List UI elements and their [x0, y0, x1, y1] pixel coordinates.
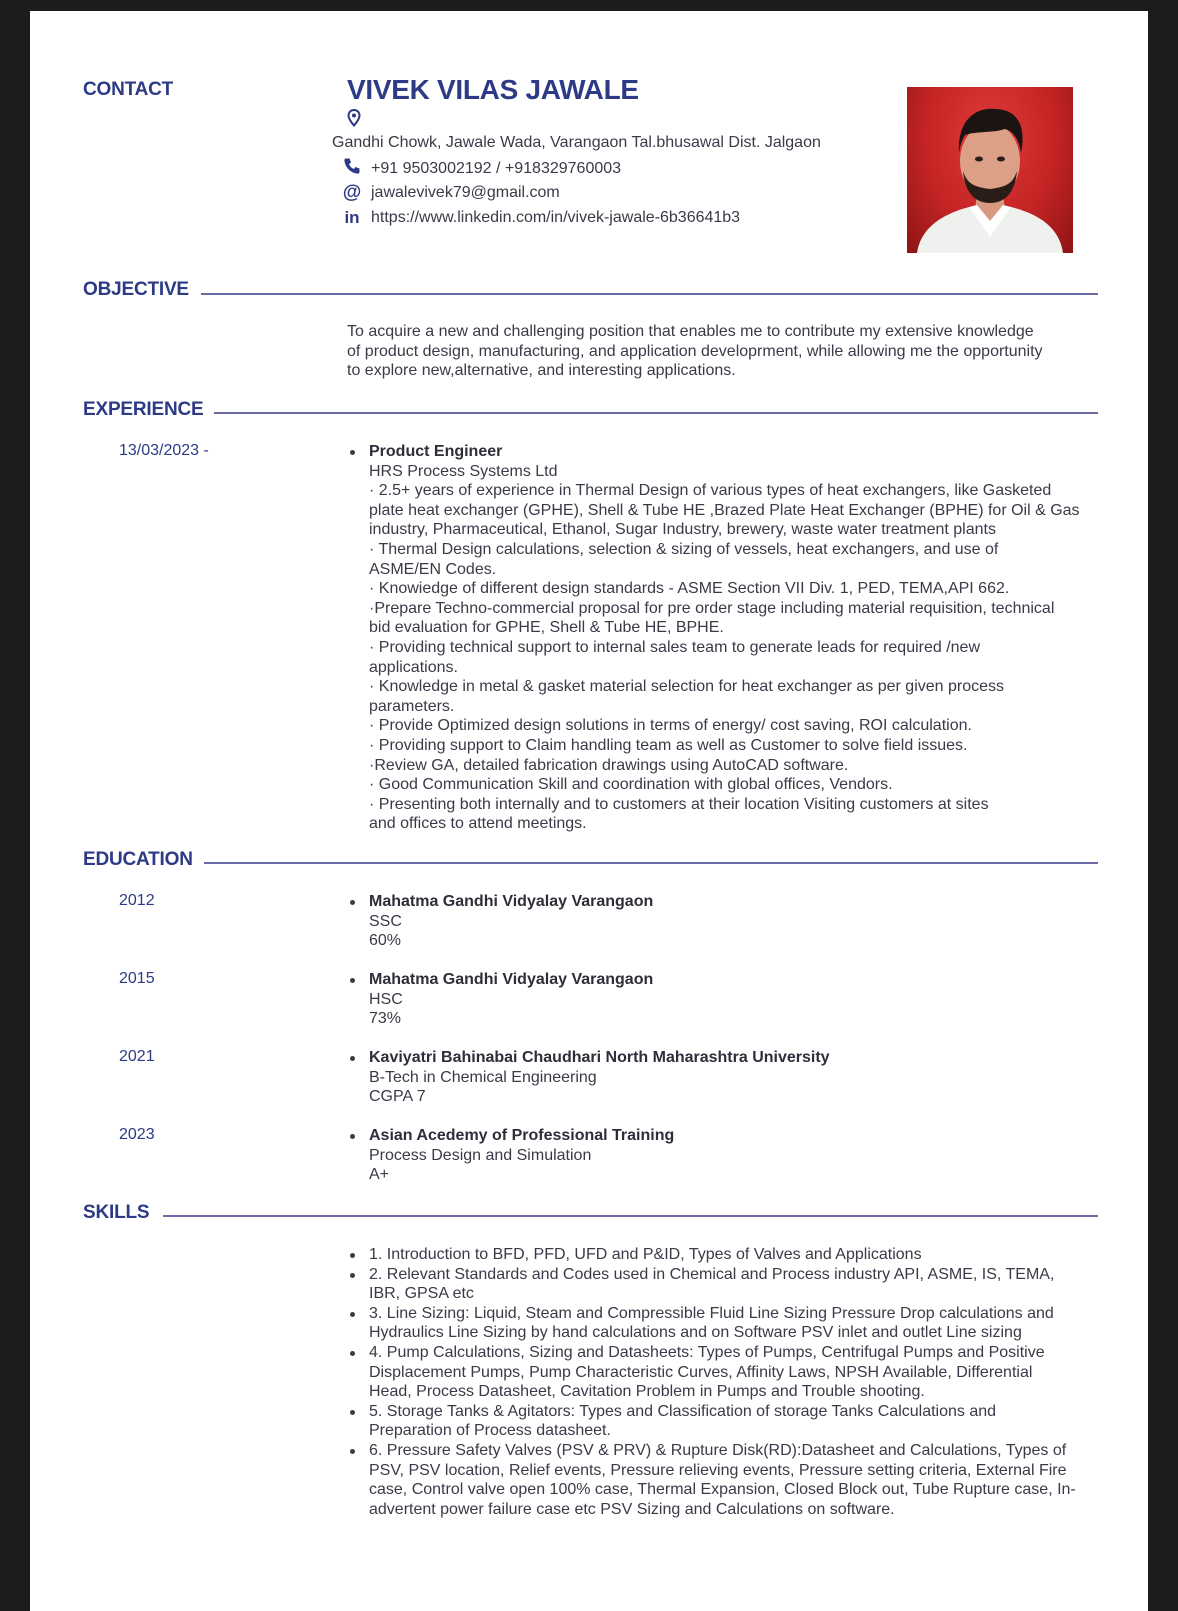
contact-heading: CONTACT — [83, 79, 174, 100]
education-year: 2021 — [119, 1048, 155, 1065]
location-pin-icon — [343, 109, 365, 132]
school-name: Kaviyatri Bahinabai Chaudhari North Maharashtra University — [369, 1049, 830, 1066]
linkedin-row — [341, 208, 740, 228]
skill-line: case, Control valve open 100% case, Thermal Expansion, Closed Block out, Tube Rupture case, In- — [369, 1481, 1076, 1499]
email-text[interactable]: jawalevivek79@gmail.com — [371, 184, 560, 202]
skill-line: 6. Pressure Safety Valves (PSV & PRV) & Rupture Disk(RD):Datasheet and Calculations, Types of — [369, 1441, 1067, 1459]
skill-line: advertent power failure case etc PSV Sizing and Calculations on software. — [369, 1500, 895, 1518]
skill-item — [347, 1265, 1087, 1304]
detail-line: bid evaluation for GPHE, Shell & Tube HE, BPHE. — [369, 619, 724, 637]
degree: B-Tech in Chemical Engineering — [369, 1068, 597, 1086]
degree: SSC — [369, 912, 402, 930]
experience-date: 13/03/2023 - — [119, 442, 209, 459]
objective-line: To acquire a new and challenging position that enables me to contribute my extensive knowledge — [347, 323, 1034, 340]
detail-line: · Knowiedge of different design standards - ASME Section VII Div. 1, PED, TEMA,API 662. — [369, 580, 1010, 598]
skills-list — [347, 1245, 1087, 1519]
detail-line: · Presenting both internally and to customers at their location Visiting customers at sites — [369, 795, 989, 813]
skills-divider — [163, 1215, 1098, 1217]
company-name: HRS Process Systems Ltd — [369, 462, 558, 480]
school-name: Mahatma Gandhi Vidyalay Varangaon — [369, 971, 654, 988]
experience-item — [347, 442, 1087, 834]
score: CGPA 7 — [369, 1088, 426, 1106]
skill-line: PSV, PSV location, Relief events, Pressure relieving events, Pressure setting criteria, External Fire — [369, 1461, 1067, 1479]
profile-photo — [907, 87, 1073, 253]
skill-line: Hydraulics Line Sizing by hand calculations and on Software PSV inlet and outlet Line sizing — [369, 1324, 1022, 1342]
detail-line: ·Review GA, detailed fabrication drawings using AutoCAD software. — [369, 756, 849, 774]
candidate-name: VIVEK VILAS JAWALE — [347, 74, 639, 105]
skill-line: Head, Process Datasheet, Cavitation Problem in Pumps and Trouble shooting. — [369, 1383, 925, 1401]
skill-line: 5. Storage Tanks & Agitators: Types and Classification of storage Tanks Calculations and — [369, 1402, 997, 1420]
skill-item — [347, 1441, 1087, 1519]
skill-line: Displacement Pumps, Pump Characteristic Curves, Affinity Laws, NPSH Available, Differential — [369, 1363, 1033, 1381]
skills-heading: SKILLS — [83, 1202, 150, 1223]
detail-line: · Provide Optimized design solutions in terms of energy/ cost saving, ROI calculation. — [369, 717, 972, 735]
detail-line: ASME/EN Codes. — [369, 560, 497, 578]
email-at-icon: @ — [342, 182, 362, 203]
education-item — [347, 1048, 1087, 1107]
resume-page — [30, 11, 1148, 1611]
detail-line: plate heat exchanger (GPHE), Shell & Tube HE ,Brazed Plate Heat Exchanger (BPHE) for Oil & Gas — [369, 501, 1080, 519]
detail-line: applications. — [369, 658, 458, 676]
detail-line: ·Prepare Techno-commercial proposal for pre order stage including material requisition, technical — [369, 599, 1055, 617]
education-divider — [204, 862, 1098, 864]
skill-line: 3. Line Sizing: Liquid, Steam and Compressible Fluid Line Sizing Pressure Drop calculations and — [369, 1304, 1054, 1322]
linkedin-icon: in — [344, 208, 360, 227]
detail-line: · Knowledge in metal & gasket material selection for heat exchanger as per given process — [369, 678, 1005, 696]
education-entry — [347, 1048, 1087, 1107]
skill-line: Preparation of Process datasheet. — [369, 1422, 611, 1440]
education-entry — [347, 1126, 1087, 1185]
education-heading: EDUCATION — [83, 849, 193, 870]
skill-item — [347, 1304, 1087, 1343]
location-row — [343, 109, 373, 132]
experience-details — [369, 481, 1087, 834]
education-entry — [347, 892, 1087, 951]
phone-text: +91 9503002192 / +918329760003 — [371, 159, 622, 177]
school-name: Mahatma Gandhi Vidyalay Varangaon — [369, 893, 654, 910]
objective-line: to explore new,alternative, and interesting applications. — [347, 362, 736, 380]
objective-line: of product design, manufacturing, and application developrment, while allowing me the opportunity — [347, 342, 1043, 360]
school-name: Asian Acedemy of Professional Training — [369, 1127, 675, 1144]
detail-line: and offices to attend meetings. — [369, 815, 587, 833]
education-item — [347, 1126, 1087, 1185]
experience-entry — [347, 442, 1087, 834]
experience-divider — [214, 412, 1098, 414]
experience-heading: EXPERIENCE — [83, 399, 204, 420]
score: A+ — [369, 1166, 390, 1184]
job-title: Product Engineer — [369, 443, 503, 460]
skill-item — [347, 1343, 1087, 1402]
detail-line: · Providing technical support to internal sales team to generate leads for required /new — [369, 638, 981, 656]
linkedin-link[interactable]: https://www.linkedin.com/in/vivek-jawale-6b36641b3 — [371, 209, 741, 227]
person-portrait-icon — [907, 87, 1073, 253]
score: 60% — [369, 932, 402, 950]
objective-text — [347, 322, 1087, 381]
detail-line: · Thermal Design calculations, selection & sizing of vessels, heat exchangers, and use of — [369, 540, 999, 558]
degree: HSC — [369, 990, 403, 1008]
detail-line: · Good Communication Skill and coordination with global offices, Vendors. — [369, 776, 893, 794]
education-item — [347, 970, 1087, 1029]
email-row — [341, 182, 560, 204]
detail-line: parameters. — [369, 697, 455, 715]
phone-icon — [341, 157, 363, 180]
skill-line: 1. Introduction to BFD, PFD, UFD and P&ID, Types of Valves and Applications — [369, 1246, 922, 1263]
objective-heading: OBJECTIVE — [83, 279, 189, 300]
address-text: Gandhi Chowk, Jawale Wada, Varangaon Tal.bhusawal Dist. Jalgaon — [332, 134, 821, 151]
skill-line: IBR, GPSA etc — [369, 1285, 474, 1303]
education-entry — [347, 970, 1087, 1029]
score: 73% — [369, 1010, 402, 1028]
detail-line: industry, Pharmaceutical, Ethanol, Sugar Industry, brewery, waste water treatment plants — [369, 521, 996, 539]
degree: Process Design and Simulation — [369, 1146, 592, 1164]
education-year: 2012 — [119, 892, 155, 909]
education-item — [347, 892, 1087, 951]
detail-line: · Providing support to Claim handling team as well as Customer to solve field issues. — [369, 736, 968, 754]
skill-item — [347, 1402, 1087, 1441]
education-year: 2015 — [119, 970, 155, 987]
skill-item — [347, 1245, 1087, 1265]
phone-row — [341, 157, 621, 180]
education-year: 2023 — [119, 1126, 155, 1143]
skill-line: 4. Pump Calculations, Sizing and Datasheets: Types of Pumps, Centrifugal Pumps and Positive — [369, 1343, 1045, 1361]
skill-line: 2. Relevant Standards and Codes used in Chemical and Process industry API, ASME, IS, TEMA, — [369, 1265, 1055, 1283]
detail-line: · 2.5+ years of experience in Thermal Design of various types of heat exchangers, like Gasketed — [369, 482, 1052, 500]
objective-divider — [201, 293, 1098, 295]
